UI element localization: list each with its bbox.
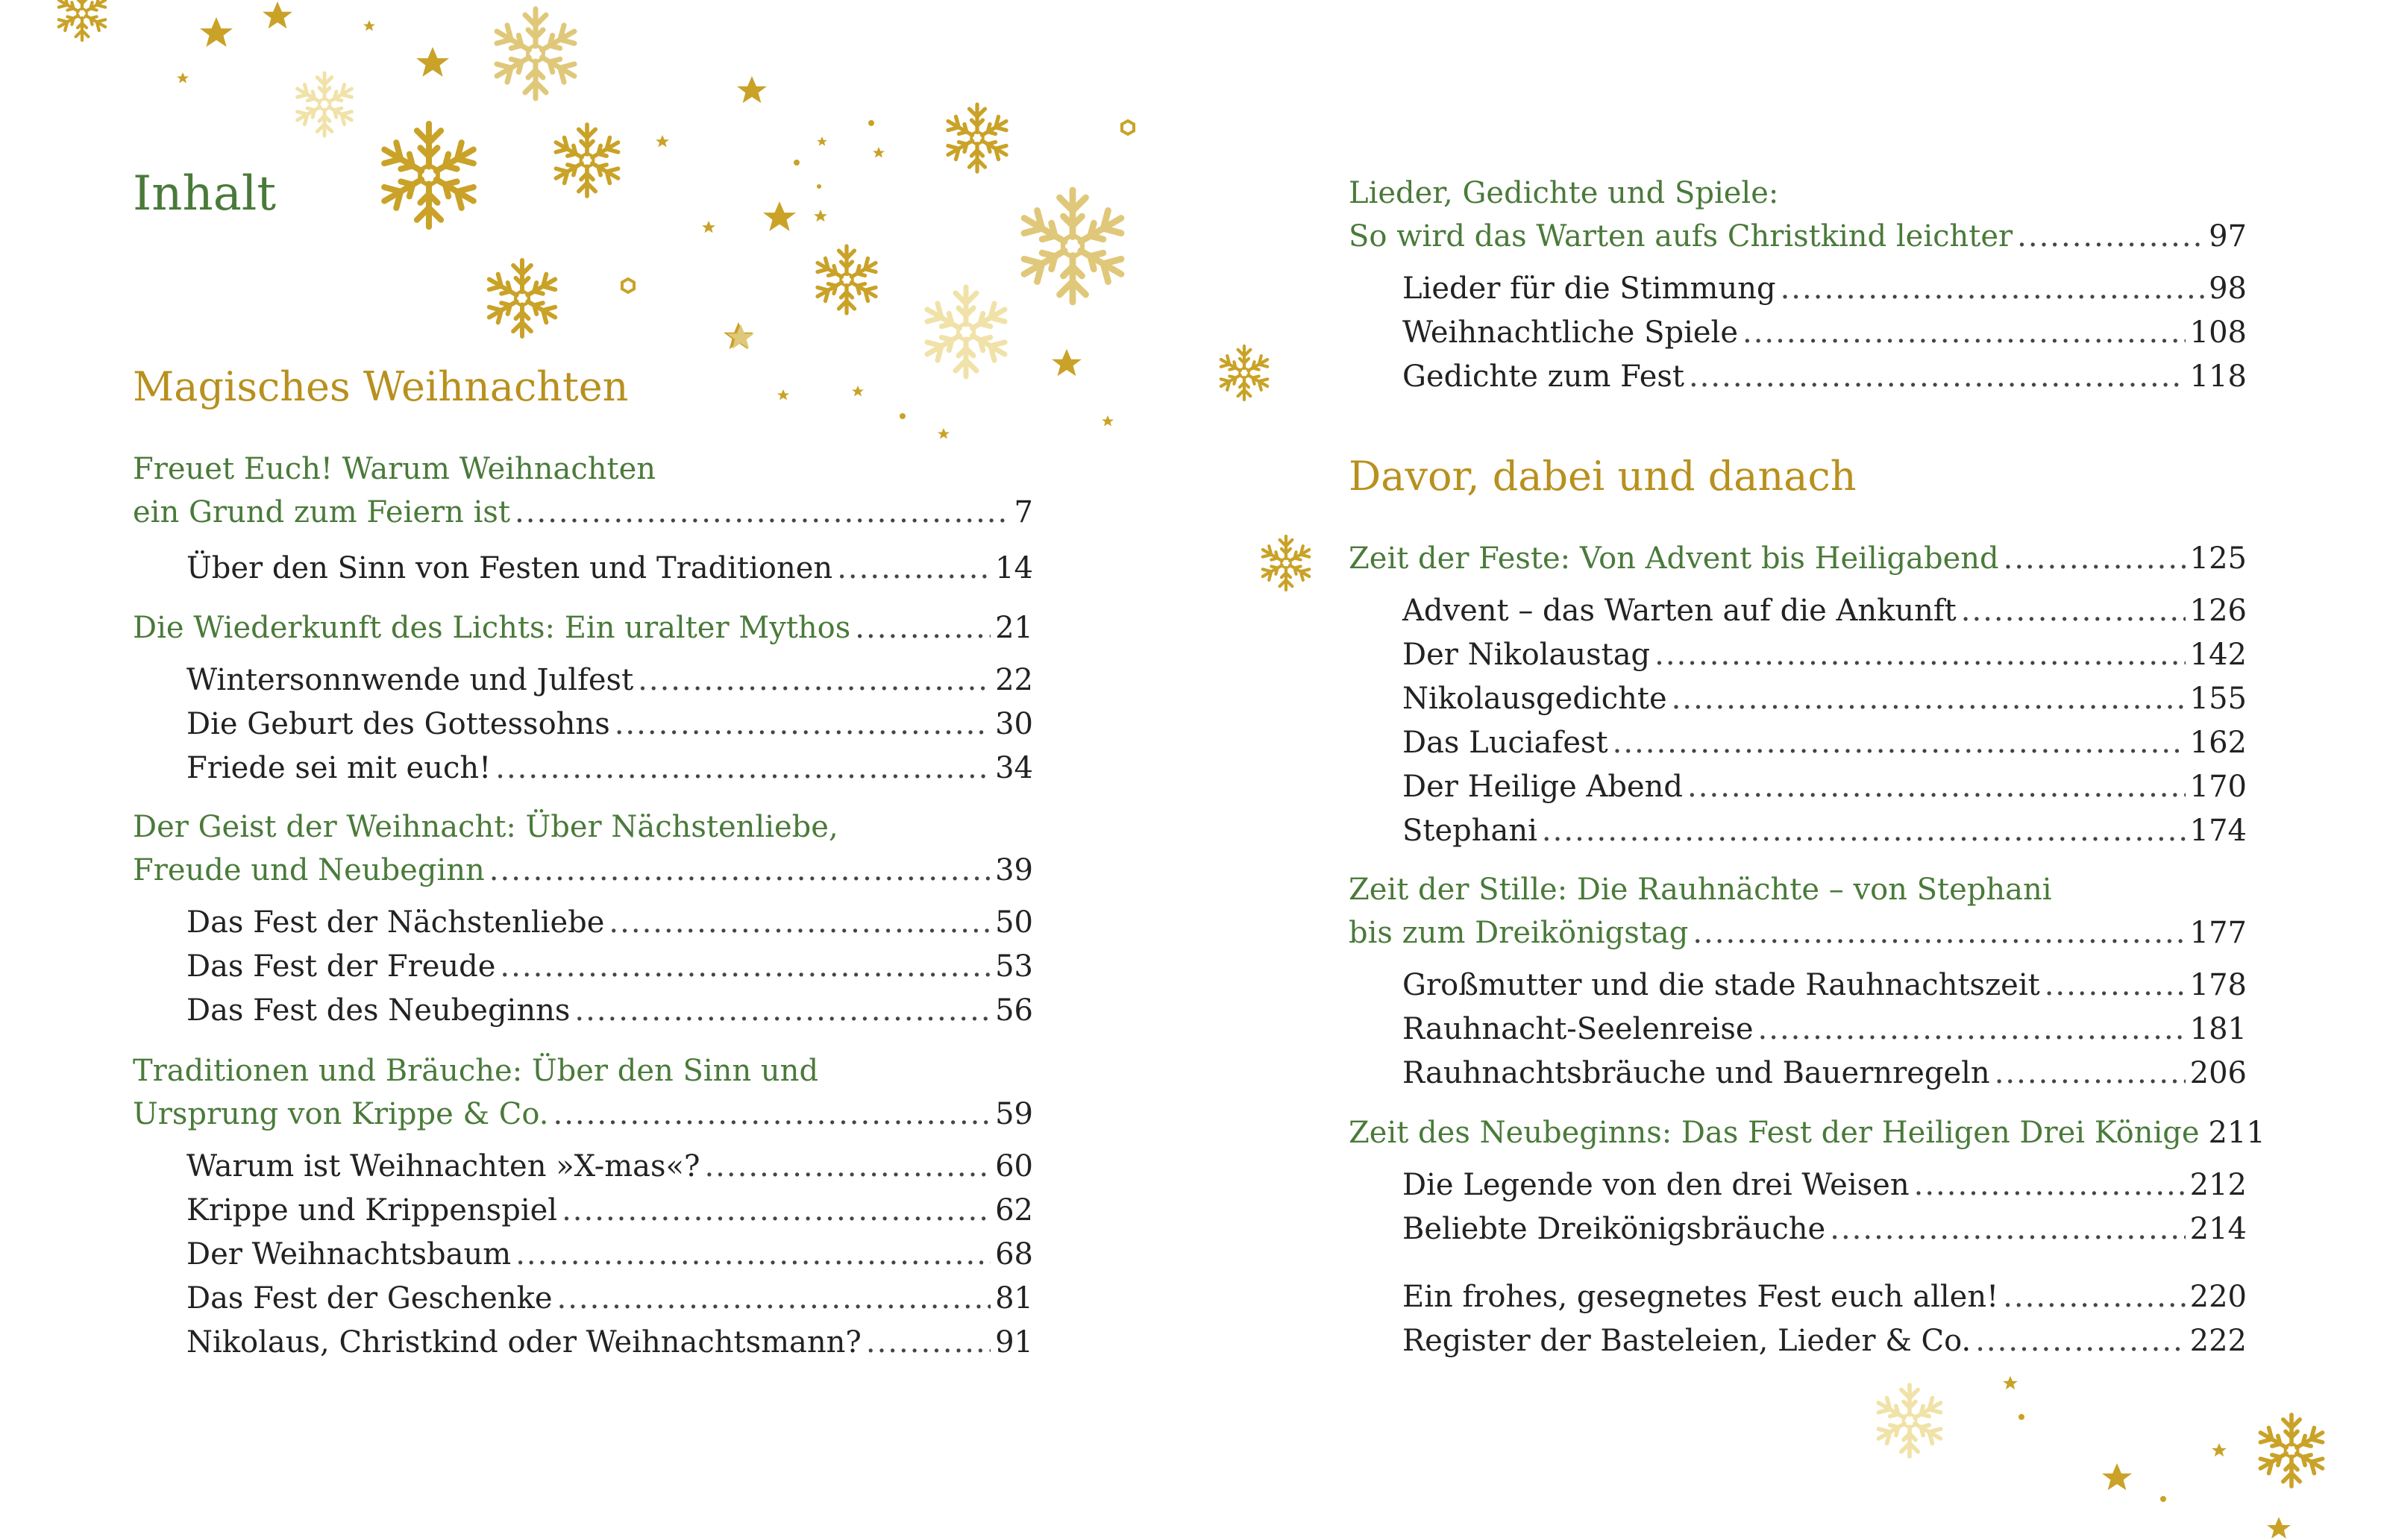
toc-entry-title: Freude und Neubeginn — [133, 853, 485, 887]
toc-entry-title: Der Nikolaustag — [1402, 638, 1651, 672]
toc-subentry[interactable] — [1402, 267, 2247, 310]
toc-entry-title: ein Grund zum Feiern ist — [133, 495, 511, 529]
toc-entry-title: Die Geburt des Gottessohns — [186, 707, 610, 741]
toc-page-number: 50 — [995, 905, 1033, 940]
toc-entry-title: Das Fest der Nächstenliebe — [186, 905, 605, 940]
toc-chapter-line — [133, 447, 656, 491]
toc-leader-dots — [866, 1321, 991, 1364]
toc-leader-dots — [1689, 355, 2186, 398]
toc-page-number: 56 — [995, 993, 1033, 1028]
toc-leader-dots — [553, 1093, 991, 1136]
toc-entry-title: So wird das Warten aufs Christkind leichter — [1349, 219, 2013, 254]
toc-leader-dots — [1613, 721, 2186, 764]
toc-subentry[interactable] — [1402, 721, 2247, 764]
toc-subentry[interactable] — [186, 747, 1033, 790]
toc-page-number: 108 — [2189, 315, 2247, 350]
toc-chapter-line — [133, 1049, 818, 1093]
toc-leader-dots — [495, 747, 991, 790]
toc-entry-title: Ursprung von Krippe & Co. — [133, 1097, 549, 1131]
toc-page-number: 125 — [2189, 541, 2247, 576]
toc-page-number: 178 — [2189, 968, 2247, 1002]
toc-entry-title: Die Legende von den drei Weisen — [1402, 1168, 1910, 1202]
toc-page-number: 212 — [2189, 1168, 2247, 1202]
toc-subentry[interactable] — [1402, 1207, 2247, 1251]
toc-entry-title: Freuet Euch! Warum Weihnachten — [133, 452, 656, 486]
toc-leader-dots — [638, 659, 991, 702]
toc-leader-dots — [515, 1233, 991, 1276]
toc-entry-title: Friede sei mit euch! — [186, 751, 492, 785]
toc-entry-title: Traditionen und Bräuche: Über den Sinn und — [133, 1054, 819, 1088]
toc-page-number: 97 — [2209, 219, 2247, 254]
toc-page-number: 30 — [995, 707, 1033, 741]
toc-entry-title: Lieder, Gedichte und Spiele: — [1349, 176, 1779, 210]
toc-page-number: 22 — [995, 663, 1033, 697]
toc-entry-title: Nikolaus, Christkind oder Weihnachtsmann? — [186, 1325, 862, 1360]
toc-page-number: 98 — [2209, 271, 2247, 306]
toc-leader-dots — [837, 547, 991, 590]
toc-leader-dots — [1914, 1163, 2186, 1207]
toc-leader-dots — [1961, 589, 2186, 632]
toc-subentry[interactable] — [1402, 633, 2247, 676]
toc-entry-title: Ein frohes, gesegnetes Fest euch allen! — [1402, 1280, 1999, 1314]
toc-page-number: 118 — [2189, 359, 2247, 394]
toc-subentry[interactable] — [1402, 964, 2247, 1007]
toc-page-number: 53 — [995, 949, 1033, 984]
toc-entry-title: Das Fest des Neubeginns — [186, 993, 571, 1028]
toc-leader-dots — [1742, 311, 2186, 354]
toc-leader-dots — [1654, 633, 2185, 676]
toc-page-number: 211 — [2208, 1116, 2265, 1150]
toc-entry-title: Wintersonnwende und Julfest — [186, 663, 634, 697]
toc-entry-title: Register der Basteleien, Lieder & Co. — [1402, 1324, 1971, 1358]
toc-leader-dots — [855, 606, 991, 650]
toc-leader-dots — [1693, 911, 2185, 955]
toc-leader-dots — [1672, 677, 2186, 720]
toc-subentry[interactable] — [1402, 1275, 2247, 1319]
toc-entry-title: Advent – das Warten auf die Ankunft — [1402, 594, 1957, 628]
toc-leader-dots — [1542, 809, 2186, 852]
toc-entry-title: Das Fest der Geschenke — [186, 1281, 553, 1316]
toc-subentry[interactable] — [1402, 809, 2247, 852]
toc-leader-dots — [574, 989, 991, 1032]
toc-page-number: 220 — [2189, 1280, 2247, 1314]
toc-chapter[interactable] — [1349, 1111, 2265, 1154]
toc-chapter-line — [1349, 868, 2052, 911]
toc-subentry[interactable] — [186, 945, 1033, 988]
toc-chapter[interactable] — [133, 491, 1033, 534]
toc-page-number: 206 — [2189, 1056, 2247, 1090]
toc-page-number: 181 — [2189, 1012, 2247, 1046]
toc-leader-dots — [609, 901, 991, 944]
toc-chapter[interactable] — [1349, 911, 2247, 955]
toc-leader-dots — [2004, 537, 2186, 580]
toc-leader-dots — [2045, 964, 2186, 1007]
toc-entry-title: bis zum Dreikönigstag — [1349, 916, 1689, 950]
toc-page-number: 170 — [2189, 770, 2247, 804]
toc-leader-dots — [1830, 1207, 2185, 1251]
toc-page-number: 177 — [2189, 916, 2247, 950]
toc-subentry[interactable] — [186, 901, 1033, 944]
toc-subentry[interactable] — [1402, 1163, 2247, 1207]
toc-page-number: 21 — [995, 611, 1033, 645]
toc-chapter[interactable] — [133, 606, 1033, 650]
toc-page-number: 68 — [995, 1237, 1033, 1272]
toc-page-number: 59 — [995, 1097, 1033, 1131]
toc-entry-title: Der Heilige Abend — [1402, 770, 1684, 804]
toc-chapter-line — [133, 805, 838, 849]
toc-page-number: 174 — [2189, 814, 2247, 848]
toc-subentry[interactable] — [1402, 677, 2247, 720]
toc-page-number: 162 — [2189, 726, 2247, 760]
toc-subentry[interactable] — [186, 989, 1033, 1032]
toc-entry-title: Gedichte zum Fest — [1402, 359, 1684, 394]
toc-leader-dots — [2017, 215, 2204, 258]
toc-page-number: 39 — [995, 853, 1033, 887]
toc-subentry[interactable] — [1402, 1052, 2247, 1095]
toc-entry-title: Der Weihnachtsbaum — [186, 1237, 512, 1272]
toc-leader-dots — [1687, 765, 2186, 808]
toc-entry-title: Weihnachtliche Spiele — [1402, 315, 1738, 350]
toc-chapter[interactable] — [133, 849, 1033, 892]
toc-entry-title: Großmutter und die stade Rauhnachtszeit — [1402, 968, 2040, 1002]
toc-page-number: 155 — [2189, 682, 2247, 716]
toc-page-number: 7 — [1014, 495, 1033, 529]
toc-leader-dots — [704, 1145, 991, 1188]
toc-chapter-line — [1349, 172, 1778, 215]
toc-entry-title: Rauhnacht-Seelenreise — [1402, 1012, 1754, 1046]
toc-leader-dots — [1758, 1008, 2186, 1051]
toc-leader-dots — [1781, 267, 2205, 310]
toc-page-number: 91 — [995, 1325, 1033, 1360]
toc-subentry[interactable] — [1402, 311, 2247, 354]
toc-entry-title: Zeit der Feste: Von Advent bis Heiligabend — [1349, 541, 1999, 576]
toc-title: Inhalt — [133, 166, 277, 221]
toc-page-number: 81 — [995, 1281, 1033, 1316]
toc-entry-title: Warum ist Weihnachten »X-mas«? — [186, 1149, 700, 1184]
toc-entry-title: Der Geist der Weihnacht: Über Nächstenliebe, — [133, 810, 838, 844]
toc-subentry[interactable] — [186, 547, 1033, 590]
toc-entry-title: Zeit der Stille: Die Rauhnächte – von Stephani — [1349, 873, 2052, 907]
toc-leader-dots — [1995, 1052, 2186, 1095]
toc-entry-title: Über den Sinn von Festen und Traditionen — [186, 551, 833, 585]
toc-leader-dots — [489, 849, 991, 892]
toc-chapter[interactable] — [1349, 537, 2247, 580]
toc-entry-title: Zeit des Neubeginns: Das Fest der Heiligen Drei Könige — [1349, 1116, 2200, 1150]
toc-entry-title: Das Luciafest — [1402, 726, 1608, 760]
toc-subentry[interactable] — [1402, 355, 2247, 398]
toc-page-number: 34 — [995, 751, 1033, 785]
toc-entry-title: Die Wiederkunft des Lichts: Ein uralter Mythos — [133, 611, 851, 645]
toc-leader-dots — [557, 1277, 991, 1320]
toc-page-number: 126 — [2189, 594, 2247, 628]
toc-page-number: 142 — [2189, 638, 2247, 672]
toc-page-number: 222 — [2189, 1324, 2247, 1358]
toc-subentry[interactable] — [1402, 1319, 2247, 1363]
toc-subentry[interactable] — [186, 1321, 1033, 1364]
toc-subentry[interactable] — [1402, 589, 2247, 632]
toc-subentry[interactable] — [186, 1189, 1033, 1232]
toc-leader-dots — [2003, 1275, 2185, 1319]
section-title-right: Davor, dabei und danach — [1349, 453, 1857, 500]
toc-subentry[interactable] — [186, 1145, 1033, 1188]
toc-leader-dots — [615, 703, 991, 746]
toc-entry-title: Das Fest der Freude — [186, 949, 496, 984]
toc-subentry[interactable] — [186, 1233, 1033, 1276]
toc-subentry[interactable] — [186, 703, 1033, 746]
toc-subentry[interactable] — [186, 1277, 1033, 1320]
toc-leader-dots — [562, 1189, 991, 1232]
toc-subentry[interactable] — [1402, 1008, 2247, 1051]
toc-leader-dots — [500, 945, 991, 988]
toc-page-number: 14 — [995, 551, 1033, 585]
toc-entry-title: Rauhnachtsbräuche und Bauernregeln — [1402, 1056, 1990, 1090]
toc-chapter[interactable] — [133, 1093, 1033, 1136]
toc-subentry[interactable] — [186, 659, 1033, 702]
toc-chapter[interactable] — [1349, 215, 2247, 258]
toc-page-number: 214 — [2189, 1212, 2247, 1246]
toc-entry-title: Lieder für die Stimmung — [1402, 271, 1776, 306]
right-page — [1192, 0, 2384, 1540]
toc-entry-title: Beliebte Dreikönigsbräuche — [1402, 1212, 1826, 1246]
toc-entry-title: Nikolausgedichte — [1402, 682, 1667, 716]
toc-leader-dots — [515, 491, 1010, 534]
toc-subentry[interactable] — [1402, 765, 2247, 808]
toc-page-number: 60 — [995, 1149, 1033, 1184]
toc-entry-title: Krippe und Krippenspiel — [186, 1193, 558, 1228]
section-title: Magisches Weihnachten — [133, 363, 629, 410]
toc-entry-title: Stephani — [1402, 814, 1537, 848]
toc-leader-dots — [1975, 1319, 2185, 1363]
toc-page-number: 62 — [995, 1193, 1033, 1228]
